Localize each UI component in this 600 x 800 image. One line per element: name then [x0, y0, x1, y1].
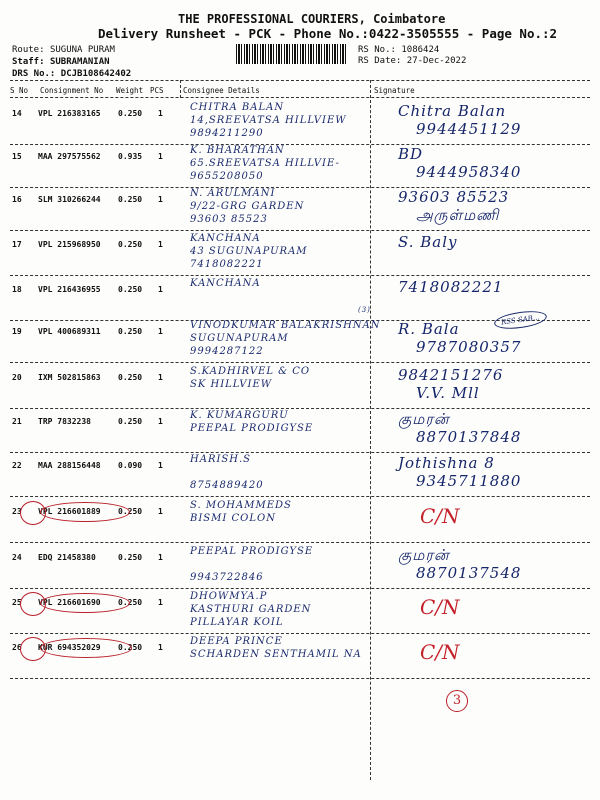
signature-text: 9444958340	[416, 163, 522, 181]
row-separator	[10, 362, 590, 363]
rs-date-value: 27-Dec-2022	[406, 56, 467, 66]
row-separator	[10, 275, 590, 276]
row-25-cons-circle	[40, 593, 130, 613]
signature-text: குமரன்	[398, 410, 450, 428]
rs-no-line	[358, 45, 439, 55]
consignee-line: 9655208050	[190, 171, 264, 182]
row-sno: 26	[12, 643, 22, 652]
row-pcs: 1	[158, 285, 163, 294]
row-weight: 0.250	[118, 195, 143, 204]
row-weight: 0.250	[118, 643, 143, 652]
signature-text: 9944451129	[416, 120, 522, 138]
row-separator	[10, 144, 590, 145]
consignment-number: EDQ 21458380	[38, 553, 96, 562]
signature-text: Jothishna 8	[398, 454, 495, 472]
drs-line	[12, 69, 131, 79]
consignee-line: HARISH.S	[190, 454, 252, 465]
consignee-line: 7418082221	[190, 259, 264, 270]
signature-text: Chitra Balan	[398, 102, 507, 120]
rs-no-label: RS No.:	[358, 45, 396, 55]
row-weight: 0.250	[118, 373, 143, 382]
row-weight: 0.250	[118, 417, 143, 426]
row-sno: 17	[12, 240, 22, 249]
col-header-signature: Signature	[374, 86, 415, 95]
row-sno: 14	[12, 109, 22, 118]
row-separator	[10, 452, 590, 453]
consignee-line: VINODKUMAR BALAKRISHNAN	[190, 320, 381, 331]
col-header-sno: S No	[10, 86, 29, 95]
consignee-line: PEEPAL PRODIGYSE	[190, 546, 314, 557]
page-circle: 3	[446, 690, 468, 712]
signature-text: 9787080357	[416, 338, 522, 356]
signature-col-divider	[370, 80, 371, 780]
row-sno: 24	[12, 553, 22, 562]
consignee-line: PEEPAL PRODIGYSE	[190, 423, 314, 434]
staff-label: Staff:	[12, 57, 45, 67]
company-title: THE PROFESSIONAL COURIERS, Coimbatore	[178, 12, 446, 26]
route-value: SUGUNA PURAM	[49, 45, 115, 55]
consignee-line: 9/22-GRG GARDEN	[190, 201, 305, 212]
consignment-number: IXM 502815863	[38, 373, 101, 382]
rs-date-line	[358, 56, 466, 66]
route-label: Route:	[12, 45, 45, 55]
signature-text: 8870137848	[416, 428, 522, 446]
consignment-number: VPL 216436955	[38, 285, 101, 294]
row-weight: 0.250	[118, 327, 143, 336]
table-top-rule	[10, 80, 590, 81]
row-sno: 21	[12, 417, 22, 426]
consignee-line: KANCHANA	[190, 233, 261, 244]
consignment-number: MAA 288156448	[38, 461, 101, 470]
row-separator	[10, 542, 590, 543]
row-pcs: 1	[158, 195, 163, 204]
col-header-consignment: Consignment No	[40, 86, 104, 95]
consignee-line: DHOWMYA.P	[190, 591, 268, 602]
row-sno: 15	[12, 152, 22, 161]
consignment-number: TRP 7832238	[38, 417, 91, 426]
row-separator	[10, 230, 590, 231]
row-pcs: 1	[158, 553, 163, 562]
row-weight: 0.250	[118, 285, 143, 294]
row-pcs: 1	[158, 461, 163, 470]
rs-no-value: 1086424	[401, 45, 440, 55]
signature-text: 93603 85523	[398, 188, 510, 206]
rss-stamp: RSS SAB...	[493, 308, 547, 331]
row-sno: 16	[12, 195, 22, 204]
consignee-line: DEEPA PRINCE	[190, 636, 283, 647]
row-weight: 0.935	[118, 152, 143, 161]
col-divider	[180, 80, 181, 98]
signature-text: S. Baly	[398, 233, 458, 251]
consignment-number: SLM 310266244	[38, 195, 101, 204]
col-header-consignee: Consignee Details	[183, 86, 260, 95]
consignment-number: VPL 400689311	[38, 327, 101, 336]
staff-value: SUBRAMANIAN	[49, 57, 110, 67]
barcode	[236, 44, 348, 64]
consignment-number: VPL 216601690	[38, 598, 101, 607]
cn-mark: C/N	[420, 595, 460, 619]
row-sno: 19	[12, 327, 22, 336]
row-weight: 0.250	[118, 240, 143, 249]
staff-line	[12, 57, 110, 67]
row-pcs: 1	[158, 598, 163, 607]
drs-label: DRS No.:	[12, 69, 56, 79]
consignment-number: VPL 216383165	[38, 109, 101, 118]
consignee-line: K. BHARATHAN	[190, 145, 285, 156]
consignee-line: S.KADHIRVEL & CO	[190, 366, 311, 377]
row-pcs: 1	[158, 240, 163, 249]
row-separator	[10, 678, 590, 679]
consignee-line: KANCHANA	[190, 278, 261, 289]
row-pcs: 1	[158, 152, 163, 161]
header-bottom-rule	[10, 97, 590, 98]
consignee-line: K. KUMARGURU	[190, 410, 289, 421]
row-separator	[10, 496, 590, 497]
signature-text: R. Bala	[398, 320, 460, 338]
col-header-weight: Weight	[116, 86, 144, 95]
row-pcs: 1	[158, 417, 163, 426]
row-pcs: 1	[158, 109, 163, 118]
consignee-line: SUGUNAPURAM	[190, 333, 289, 344]
consignee-line: N. ARULMANI	[190, 188, 276, 199]
signature-text: குமரன்	[398, 546, 450, 564]
signature-text: 7418082221	[398, 278, 504, 296]
row-sno: 23	[12, 507, 22, 516]
consignee-line: 9943722846	[190, 572, 264, 583]
consignee-line: 93603 85523	[190, 214, 268, 225]
row-sno: 20	[12, 373, 22, 382]
row-separator	[10, 588, 590, 589]
signature-text: 9345711880	[416, 472, 522, 490]
row-separator	[10, 633, 590, 634]
row-sno: 22	[12, 461, 22, 470]
consignee-line: BISMI COLON	[190, 513, 276, 524]
row-26-cons-circle	[40, 638, 132, 658]
consignee-line: 9894211290	[190, 128, 264, 139]
ref-small-note: (3)	[358, 306, 371, 314]
cn-mark: C/N	[420, 504, 460, 528]
row-weight: 0.250	[118, 507, 143, 516]
row-pcs: 1	[158, 373, 163, 382]
consignee-line: 9994287122	[190, 346, 264, 357]
route-line	[12, 45, 115, 55]
consignee-line: 8754889420	[190, 480, 264, 491]
consignee-line: SCHARDEN SENTHAMIL NA	[190, 649, 362, 660]
consignment-number: KUR 694352029	[38, 643, 101, 652]
cn-mark: C/N	[420, 640, 460, 664]
row-pcs: 1	[158, 327, 163, 336]
consignee-line: 65.SREEVATSA HILLVIE-	[190, 158, 340, 169]
signature-text: BD	[398, 145, 424, 163]
row-separator	[10, 408, 590, 409]
signature-text: 8870137548	[416, 564, 522, 582]
runsheet-subtitle: Delivery Runsheet - PCK - Phone No.:0422-3505555 - Page No.:2	[98, 26, 558, 41]
consignee-line: SK HILLVIEW	[190, 379, 273, 390]
row-23-cons-circle	[40, 502, 130, 522]
consignee-line: 43 SUGUNAPURAM	[190, 246, 308, 257]
row-pcs: 1	[158, 507, 163, 516]
row-weight: 0.250	[118, 598, 143, 607]
row-weight: 0.250	[118, 553, 143, 562]
consignee-line: 14,SREEVATSA HILLVIEW	[190, 115, 347, 126]
consignee-line: KASTHURI GARDEN	[190, 604, 312, 615]
row-weight: 0.250	[118, 109, 143, 118]
consignee-line: CHITRA BALAN	[190, 102, 285, 113]
signature-text: V.V. Mll	[416, 384, 480, 402]
row-sno: 18	[12, 285, 22, 294]
consignee-line: PILLAYAR KOIL	[190, 617, 284, 628]
drs-value: DCJB108642402	[60, 69, 132, 79]
row-pcs: 1	[158, 643, 163, 652]
row-sno: 25	[12, 598, 22, 607]
consignment-number: MAA 297575562	[38, 152, 101, 161]
consignment-number: VPL 216601889	[38, 507, 101, 516]
signature-text: 9842151276	[398, 366, 504, 384]
row-weight: 0.090	[118, 461, 143, 470]
consignee-line: S. MOHAMMEDS	[190, 500, 292, 511]
col-header-pcs: PCS	[150, 86, 164, 95]
consignment-number: VPL 215968950	[38, 240, 101, 249]
rs-date-label: RS Date:	[358, 56, 402, 66]
signature-text: அருள்மணி	[416, 206, 500, 224]
